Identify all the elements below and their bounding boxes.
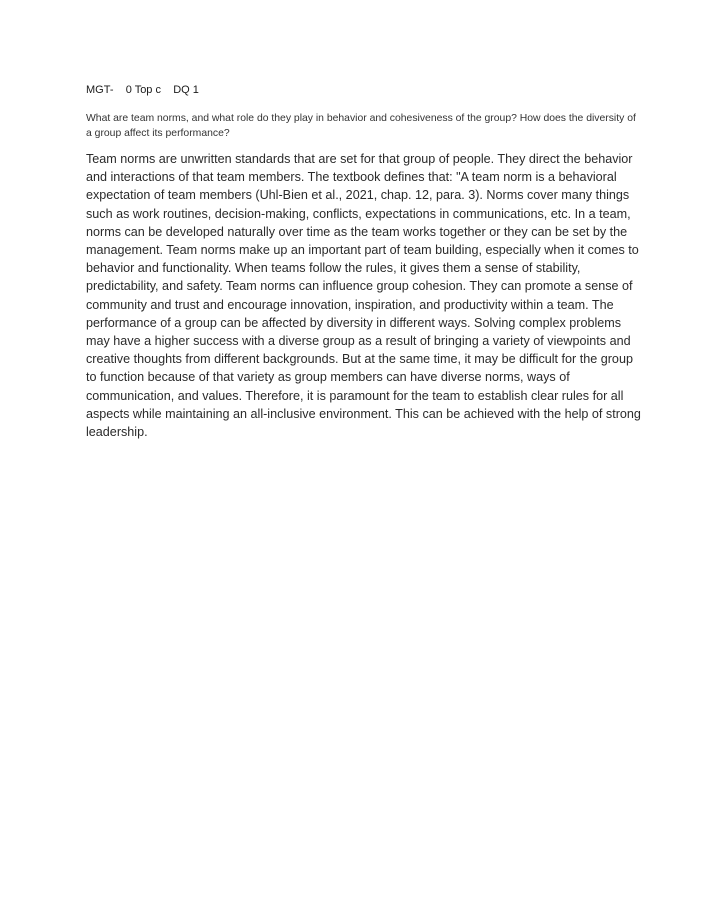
- answer-paragraph: Team norms are unwritten standards that are set for that group of people. They direct the behavior and interactions of that team members. The textbook defines that: "A team norm is a behavioral expectation of team members (Uhl-Bien et al., 2021, chap. 12, para. 3). Norms cover many things such as work routines, decision-making, conflicts, expectations in communications, etc. In a team, norms can be developed naturally over time as the team works together or they can be set by the management. Team norms make up an important part of team building, especially when it comes to behavior and functionality. When teams follow the rules, it gives them a sense of stability, predictability, and safety. Team norms can influence group cohesion. They can promote a sense of community and trust and encourage innovation, inspiration, and productivity within a team. The performance of a group can be affected by diversity in different ways. Solving complex problems may have a higher success with a diverse group as a result of bringing a variety of viewpoints and creative thoughts from different backgrounds. But at the same time, it may be difficult for the group to function because of that variety as group members can have diverse norms, ways of communication, and values. Therefore, it is paramount for the team to establish clear rules for all aspects while maintaining an all-inclusive environment. This can be achieved with the help of strong leadership.: [86, 152, 641, 440]
- document-header: MGT- 0 Top c DQ 1: [86, 84, 199, 96]
- document-page: [86, 82, 642, 441]
- discussion-question: What are team norms, and what role do they play in behavior and cohesiveness of the group? How does the diversity of a group affect its performance?: [86, 113, 636, 139]
